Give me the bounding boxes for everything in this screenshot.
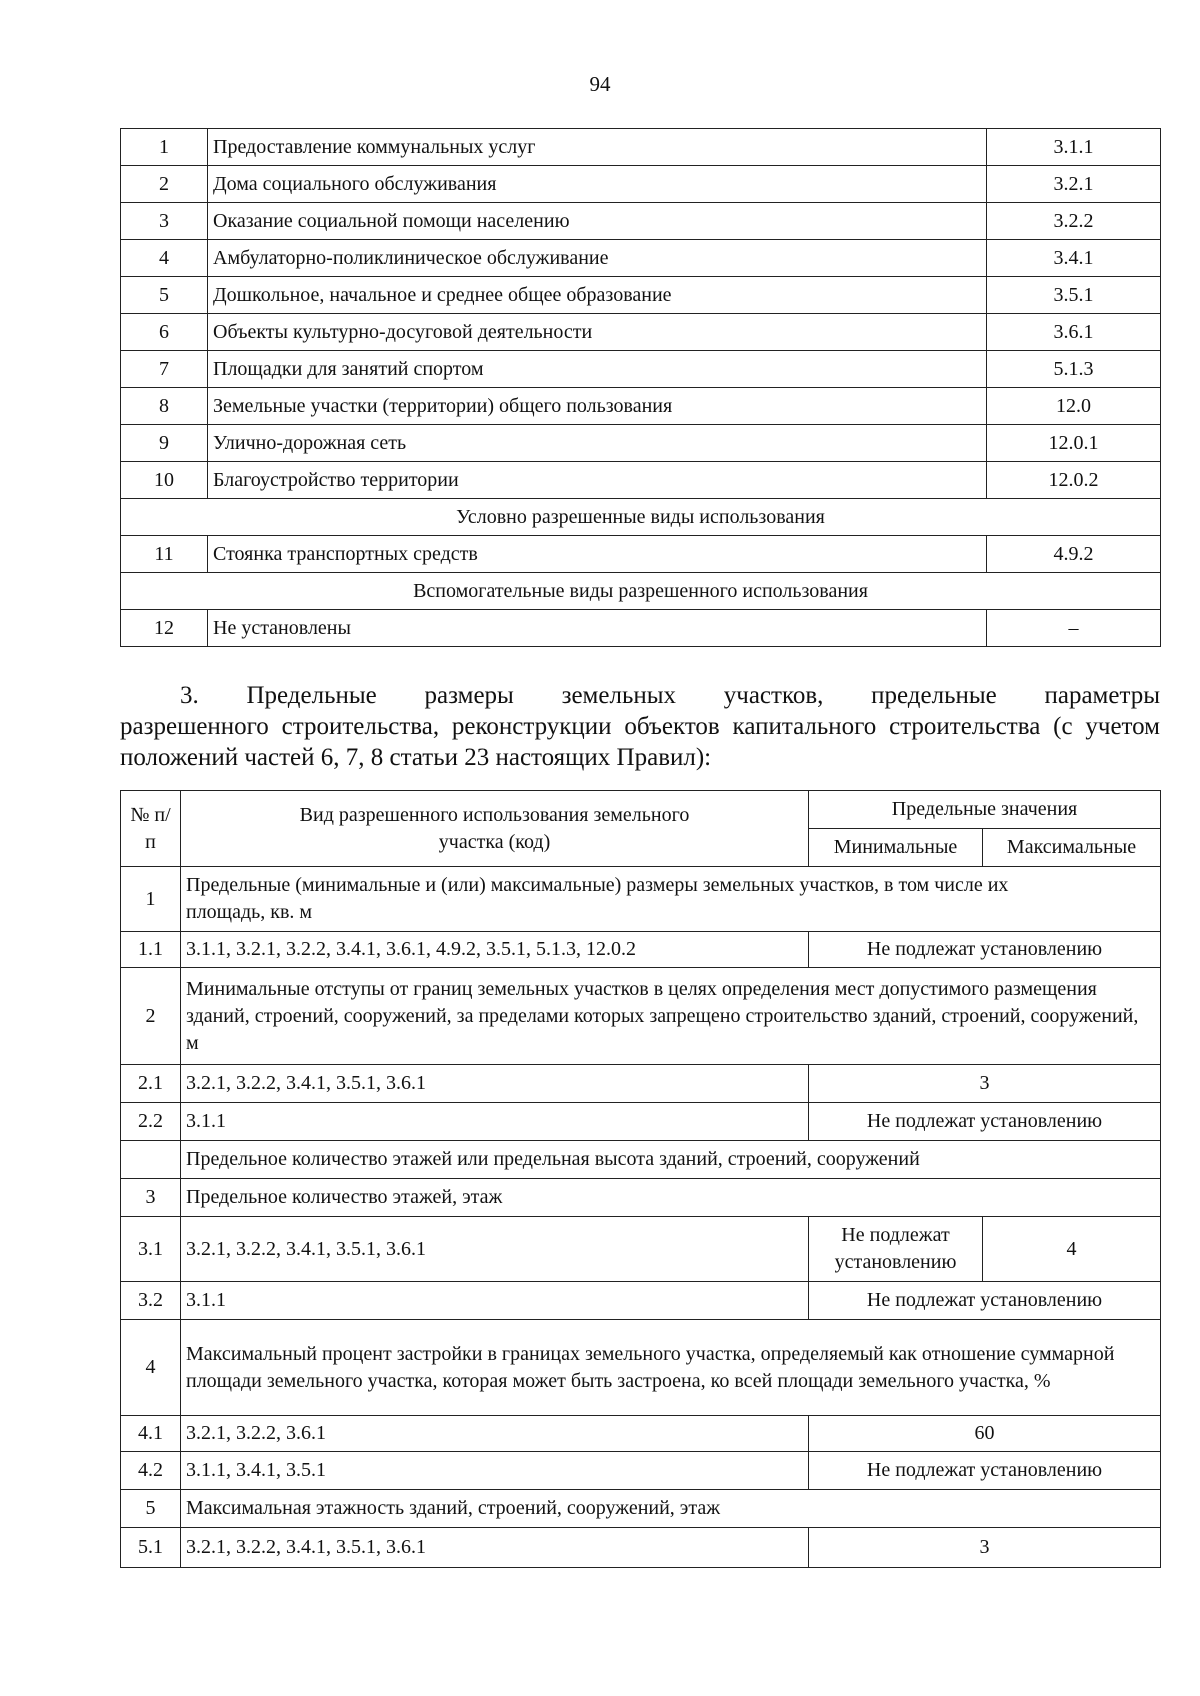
table-row: 1 Предоставление коммунальных услуг 3.1.1 <box>121 129 1161 166</box>
table-row: 2 Дома социального обслуживания 3.2.1 <box>121 166 1161 203</box>
limits-table <box>120 790 1161 1568</box>
table-header-row <box>121 791 1161 829</box>
header-limits: Предельные значения <box>809 791 1161 829</box>
table-row: 3 Оказание социальной помощи населению 3.2.2 <box>121 203 1161 240</box>
header-min: Минимальные <box>809 829 983 867</box>
table-row: 10 Благоустройство территории 12.0.2 <box>121 462 1161 499</box>
section-3-paragraph <box>120 680 1160 773</box>
table-row: 5.1 3.2.1, 3.2.2, 3.4.1, 3.5.1, 3.6.1 3 <box>121 1528 1161 1568</box>
table-row: 1 Предельные (минимальные и (или) максимальные) размеры земельных участков, в том числе их площадь, кв. м <box>121 867 1161 932</box>
table-row: 1.1 3.1.1, 3.2.1, 3.2.2, 3.4.1, 3.6.1, 4.9.2, 3.5.1, 5.1.3, 12.0.2 Не подлежат установлению <box>121 932 1161 968</box>
section-header-row: Условно разрешенные виды использования <box>121 499 1161 536</box>
page-number: 94 <box>589 72 611 96</box>
table-row: 2.2 3.1.1 Не подлежат установлению <box>121 1103 1161 1141</box>
paragraph-line-1: 3. Предельные размеры земельных участков, предельные параметры <box>180 682 1160 709</box>
table-row: 3.1 3.2.1, 3.2.2, 3.4.1, 3.5.1, 3.6.1 Не подлежат установлению 4 <box>121 1217 1161 1282</box>
paragraph-rest: разрешенного строительства, реконструкции объектов капитального строительства (с учетом положений частей 6, 7, 8 статьи 23 настоящих Правил): <box>120 713 1160 771</box>
table-row: 9 Улично-дорожная сеть 12.0.1 <box>121 425 1161 462</box>
table-row: 4 Амбулаторно-поликлиническое обслуживание 3.4.1 <box>121 240 1161 277</box>
permitted-uses-table <box>120 128 1161 647</box>
table-row: 3 Предельное количество этажей, этаж <box>121 1179 1161 1217</box>
table-row: 2 Минимальные отступы от границ земельных участков в целях определения мест допустимого размещения зданий, строений, сооружений, за пределами которых запрещено строительство зданий, строений, сооружений, м <box>121 968 1161 1065</box>
table-row: 4.2 3.1.1, 3.4.1, 3.5.1 Не подлежат установлению <box>121 1452 1161 1490</box>
table-row: 12 Не установлены – <box>121 610 1161 647</box>
table-row: 5 Дошкольное, начальное и среднее общее образование 3.5.1 <box>121 277 1161 314</box>
table-row: 3.2 3.1.1 Не подлежат установлению <box>121 1282 1161 1320</box>
table-row: 11 Стоянка транспортных средств 4.9.2 <box>121 536 1161 573</box>
table-row: 4 Максимальный процент застройки в границах земельного участка, определяемый как отношение суммарной площади земельного участка, которая может быть застроена, ко всей площади земельного участка, % <box>121 1320 1161 1416</box>
header-num: № п/п <box>121 791 181 867</box>
header-max: Максимальные <box>983 829 1161 867</box>
table-row: 5 Максимальная этажность зданий, строений, сооружений, этаж <box>121 1490 1161 1528</box>
table-row: 8 Земельные участки (территории) общего пользования 12.0 <box>121 388 1161 425</box>
table-row: 4.1 3.2.1, 3.2.2, 3.6.1 60 <box>121 1416 1161 1452</box>
table-row: 6 Объекты культурно-досуговой деятельности 3.6.1 <box>121 314 1161 351</box>
header-kind: Вид разрешенного использования земельного участка (код) <box>181 791 809 867</box>
table-row: 7 Площадки для занятий спортом 5.1.3 <box>121 351 1161 388</box>
section-header-row: Вспомогательные виды разрешенного использования <box>121 573 1161 610</box>
table-row: Предельное количество этажей или предельная высота зданий, строений, сооружений <box>121 1141 1161 1179</box>
table-row: 2.1 3.2.1, 3.2.2, 3.4.1, 3.5.1, 3.6.1 3 <box>121 1065 1161 1103</box>
